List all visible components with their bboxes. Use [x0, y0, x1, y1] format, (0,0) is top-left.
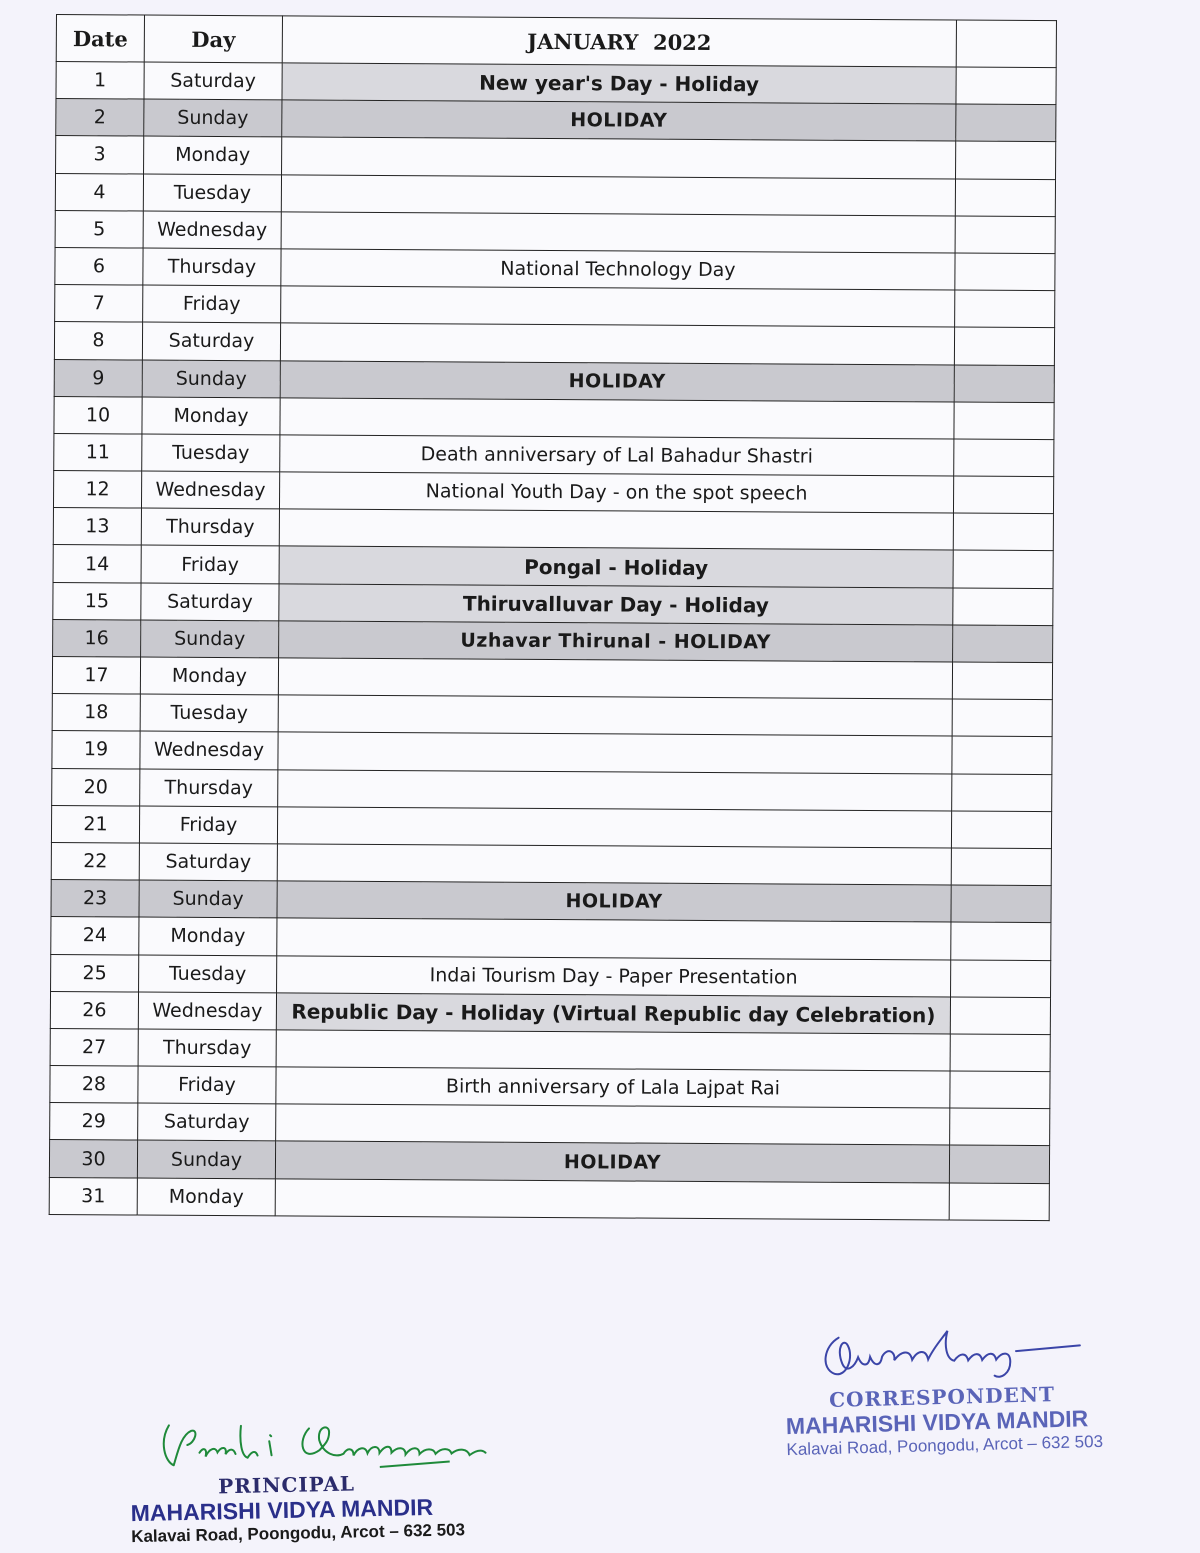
- extra-cell: [949, 1145, 1049, 1183]
- header-row: [56, 15, 1056, 68]
- extra-cell: [953, 588, 1053, 626]
- table-row: [53, 582, 1053, 625]
- date-cell: 13: [53, 508, 141, 546]
- table-row: [56, 136, 1056, 179]
- extra-cell: [956, 141, 1056, 179]
- date-cell: 10: [54, 396, 142, 434]
- extra-cell: [950, 997, 1050, 1035]
- day-cell: Monday: [142, 397, 280, 435]
- date-cell: 25: [51, 954, 139, 992]
- extra-cell: [953, 476, 1053, 514]
- table-row: [51, 917, 1051, 960]
- table-row: [53, 545, 1053, 588]
- event-cell: Republic Day - Holiday (Virtual Republic day Celebration): [276, 993, 950, 1034]
- principal-title: PRINCIPAL: [217, 1471, 356, 1499]
- day-cell: Tuesday: [140, 694, 278, 732]
- calendar-body: [49, 62, 1056, 1221]
- event-cell: Birth anniversary of Lala Lajpat Rai: [276, 1067, 950, 1108]
- date-cell: 16: [53, 619, 141, 657]
- date-header: Date: [56, 15, 144, 63]
- date-cell: 7: [55, 285, 143, 323]
- month-header: JANUARY 2022: [282, 16, 956, 67]
- extra-cell: [951, 959, 1051, 997]
- extra-cell: [950, 1071, 1050, 1109]
- date-cell: 18: [52, 694, 140, 732]
- extra-cell: [954, 364, 1054, 402]
- day-cell: Wednesday: [143, 211, 281, 249]
- extra-cell: [954, 402, 1054, 440]
- day-cell: Monday: [144, 136, 282, 174]
- event-cell: National Technology Day: [281, 249, 955, 290]
- extra-cell: [951, 848, 1051, 886]
- calendar-sheet: [49, 14, 1056, 1221]
- day-cell: Sunday: [137, 1140, 275, 1178]
- extra-cell: [953, 550, 1053, 588]
- table-row: [53, 471, 1053, 514]
- correspondent-signature-block: [783, 1321, 1103, 1460]
- event-cell: Indai Tourism Day - Paper Presentation: [277, 955, 951, 996]
- event-cell: [281, 174, 955, 215]
- table-row: [51, 880, 1051, 923]
- extra-cell: [949, 1183, 1049, 1221]
- event-cell: Pongal - Holiday: [279, 546, 953, 587]
- principal-school: MAHARISHI VIDYA MANDIR: [130, 1493, 434, 1527]
- correspondent-school: MAHARISHI VIDYA MANDIR: [785, 1405, 1089, 1440]
- event-cell: [281, 212, 955, 253]
- extra-cell: [955, 179, 1055, 217]
- table-row: [56, 99, 1056, 142]
- table-row: [52, 768, 1052, 811]
- event-cell: Uzhavar Thirunal - HOLIDAY: [279, 621, 953, 662]
- table-row: [51, 954, 1051, 997]
- event-cell: [278, 658, 952, 699]
- table-row: [55, 173, 1055, 216]
- table-row: [52, 731, 1052, 774]
- event-cell: Thiruvalluvar Day - Holiday: [279, 583, 953, 624]
- date-cell: 4: [55, 173, 143, 211]
- date-cell: 1: [56, 62, 144, 100]
- day-header: Day: [144, 15, 282, 63]
- calendar-table: [49, 14, 1057, 1221]
- day-cell: Friday: [139, 806, 277, 844]
- table-row: [54, 322, 1054, 365]
- extra-cell: [956, 67, 1056, 105]
- extra-cell: [952, 662, 1052, 700]
- date-cell: 8: [54, 322, 142, 360]
- event-cell: [279, 509, 953, 550]
- day-cell: Wednesday: [140, 731, 278, 769]
- table-row: [51, 805, 1051, 848]
- date-cell: 9: [54, 359, 142, 397]
- day-cell: Monday: [137, 1178, 275, 1216]
- correspondent-title: CORRESPONDENT: [828, 1382, 1056, 1412]
- date-cell: 24: [51, 917, 139, 955]
- date-cell: 20: [52, 768, 140, 806]
- table-row: [50, 991, 1050, 1034]
- event-cell: [276, 1104, 950, 1145]
- table-row: [55, 285, 1055, 328]
- table-row: [56, 62, 1056, 105]
- principal-signature-image: [129, 1406, 530, 1476]
- day-cell: Wednesday: [141, 471, 279, 509]
- extra-cell: [955, 290, 1055, 328]
- extra-cell: [951, 885, 1051, 923]
- day-cell: Saturday: [138, 1103, 276, 1141]
- correspondent-signature-image: [783, 1321, 1084, 1389]
- table-row: [50, 1028, 1050, 1071]
- extra-cell: [950, 1108, 1050, 1146]
- date-cell: 27: [50, 1028, 138, 1066]
- extra-cell: [956, 104, 1056, 142]
- event-cell: [277, 918, 951, 959]
- extra-cell: [954, 439, 1054, 477]
- day-cell: Thursday: [143, 248, 281, 286]
- table-row: [54, 359, 1054, 402]
- day-cell: Wednesday: [138, 992, 276, 1030]
- day-cell: Friday: [143, 285, 281, 323]
- table-row: [52, 656, 1052, 699]
- principal-signature-block: [129, 1406, 532, 1547]
- event-cell: HOLIDAY: [282, 100, 956, 141]
- extra-header: [956, 20, 1056, 68]
- date-cell: 22: [51, 842, 139, 880]
- table-row: [55, 210, 1055, 253]
- event-cell: HOLIDAY: [280, 360, 954, 401]
- event-cell: Death anniversary of Lal Bahadur Shastri: [280, 435, 954, 476]
- day-cell: Sunday: [144, 99, 282, 137]
- event-cell: [277, 807, 951, 848]
- date-cell: 26: [50, 991, 138, 1029]
- date-cell: 5: [55, 210, 143, 248]
- event-cell: HOLIDAY: [277, 881, 951, 922]
- principal-address: Kalavai Road, Poongodu, Arcot – 632 503: [131, 1520, 466, 1547]
- date-cell: 12: [53, 471, 141, 509]
- day-cell: Tuesday: [142, 434, 280, 472]
- correspondent-address: Kalavai Road, Poongodu, Arcot – 632 503: [786, 1431, 1104, 1460]
- date-cell: 11: [54, 433, 142, 471]
- table-row: [49, 1140, 1049, 1183]
- table-row: [54, 396, 1054, 439]
- day-cell: Sunday: [139, 880, 277, 918]
- day-cell: Sunday: [141, 620, 279, 658]
- day-cell: Monday: [139, 917, 277, 955]
- day-cell: Saturday: [144, 62, 282, 100]
- extra-cell: [951, 811, 1051, 849]
- event-cell: [280, 398, 954, 439]
- event-cell: [276, 1030, 950, 1071]
- event-cell: HOLIDAY: [275, 1141, 949, 1182]
- extra-cell: [952, 736, 1052, 774]
- day-cell: Saturday: [139, 843, 277, 881]
- event-cell: [277, 844, 951, 885]
- event-cell: National Youth Day - on the spot speech: [279, 472, 953, 513]
- date-cell: 15: [53, 582, 141, 620]
- date-cell: 28: [50, 1066, 138, 1104]
- date-cell: 23: [51, 880, 139, 918]
- date-cell: 29: [50, 1103, 138, 1141]
- extra-cell: [954, 327, 1054, 365]
- event-cell: [278, 695, 952, 736]
- table-row: [51, 842, 1051, 885]
- extra-cell: [955, 253, 1055, 291]
- extra-cell: [952, 699, 1052, 737]
- extra-cell: [953, 625, 1053, 663]
- event-cell: New year's Day - Holiday: [282, 63, 956, 104]
- event-cell: [275, 1178, 949, 1219]
- event-cell: [280, 323, 954, 364]
- table-row: [50, 1103, 1050, 1146]
- date-cell: 3: [56, 136, 144, 174]
- extra-cell: [952, 774, 1052, 812]
- day-cell: Tuesday: [143, 174, 281, 212]
- table-row: [52, 694, 1052, 737]
- date-cell: 14: [53, 545, 141, 583]
- date-cell: 6: [55, 247, 143, 285]
- extra-cell: [955, 216, 1055, 254]
- event-cell: [278, 732, 952, 773]
- table-row: [50, 1066, 1050, 1109]
- date-cell: 2: [56, 99, 144, 137]
- day-cell: Saturday: [142, 322, 280, 360]
- table-row: [53, 508, 1053, 551]
- table-row: [55, 247, 1055, 290]
- date-cell: 30: [49, 1140, 137, 1178]
- table-row: [53, 619, 1053, 662]
- event-cell: [282, 137, 956, 178]
- extra-cell: [953, 513, 1053, 551]
- extra-cell: [951, 922, 1051, 960]
- day-cell: Thursday: [138, 1029, 276, 1067]
- day-cell: Friday: [141, 545, 279, 583]
- day-cell: Sunday: [142, 360, 280, 398]
- date-cell: 31: [49, 1177, 137, 1215]
- day-cell: Friday: [138, 1066, 276, 1104]
- day-cell: Monday: [140, 657, 278, 695]
- date-cell: 19: [52, 731, 140, 769]
- date-cell: 17: [52, 656, 140, 694]
- table-row: [54, 433, 1054, 476]
- extra-cell: [950, 1034, 1050, 1072]
- day-cell: Thursday: [140, 769, 278, 807]
- event-cell: [278, 769, 952, 810]
- day-cell: Tuesday: [139, 955, 277, 993]
- table-row: [49, 1177, 1049, 1220]
- day-cell: Thursday: [141, 508, 279, 546]
- date-cell: 21: [51, 805, 139, 843]
- day-cell: Saturday: [141, 583, 279, 621]
- event-cell: [281, 286, 955, 327]
